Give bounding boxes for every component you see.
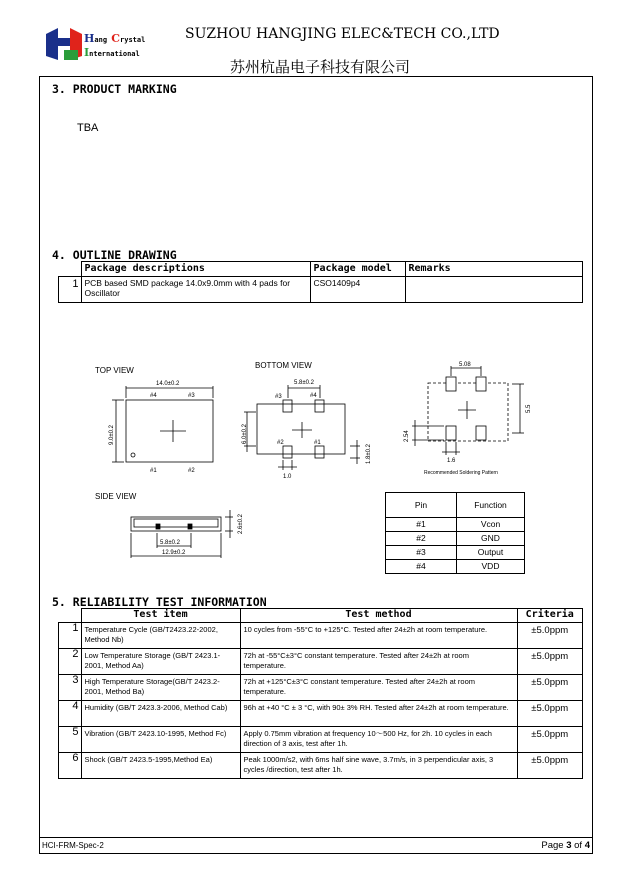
footer-page bbox=[541, 840, 590, 851]
rel-row-method: 96h at +40 °C ± 3 °C, with 90± 3% RH. Tested after 24±2h at room temperature. bbox=[240, 701, 517, 727]
reliability-table bbox=[58, 608, 583, 779]
pin-col-function: Function bbox=[457, 493, 525, 518]
rel-row-criteria: ±5.0ppm bbox=[517, 623, 583, 649]
drawing-label: #3 bbox=[275, 394, 282, 400]
rel-row-criteria: ±5.0ppm bbox=[517, 753, 583, 779]
section3-content: TBA bbox=[77, 122, 99, 134]
rel-row-criteria: ±5.0ppm bbox=[517, 727, 583, 753]
rel-row-no: 5 bbox=[59, 727, 82, 753]
side-total-dim: 12.9±0.2 bbox=[162, 550, 186, 556]
page-prefix: Page bbox=[541, 840, 564, 851]
pin-table bbox=[385, 492, 525, 574]
rel-row-method: 10 cycles from -55°C to +125°C. Tested after 24±2h at room temperature. bbox=[240, 623, 517, 649]
bottom-width-dim: 5.8±0.2 bbox=[294, 380, 314, 386]
bottom-padh-dim: 1.8±0.2 bbox=[366, 444, 372, 464]
rel-row-no: 4 bbox=[59, 701, 82, 727]
solder-bottom-dim: 1.6 bbox=[447, 458, 456, 464]
page-total: 4 bbox=[584, 840, 590, 851]
logo-i: I bbox=[84, 46, 90, 59]
top-height-dim: 9.0±0.2 bbox=[109, 425, 115, 445]
top-pad4: #4 bbox=[150, 393, 157, 399]
rel-row-no: 2 bbox=[59, 649, 82, 675]
solder-caption: Recommended Soldering Pattern bbox=[424, 470, 498, 476]
rel-row-item: Humidity (GB/T 2423.3-2006, Method Cab) bbox=[81, 701, 240, 727]
solder-right-dim: 5.5 bbox=[526, 404, 532, 413]
rel-col-item: Test item bbox=[81, 609, 240, 623]
page-of: of bbox=[574, 840, 583, 851]
pin-col-pin: Pin bbox=[386, 493, 457, 518]
package-col-model: Package model bbox=[310, 262, 405, 277]
rel-row-method: 72h at -55°C±3°C constant temperature. Tested after 24±2h at room temperature. bbox=[240, 649, 517, 675]
package-col-remarks: Remarks bbox=[405, 262, 583, 277]
package-row-desc: PCB based SMD package 14.0x9.0mm with 4 pads for Oscillator bbox=[81, 277, 310, 303]
top-pad3: #3 bbox=[188, 393, 195, 399]
bottom-view-label: BOTTOM VIEW bbox=[255, 361, 312, 370]
rel-row-method: Apply 0.75mm vibration at frequency 10～500 Hz, for 2h. 10 cycles in each direction of 3 axis, test after 1h. bbox=[240, 727, 517, 753]
bottom-view-body bbox=[257, 404, 345, 454]
rel-row-method: 72h at +125°C±3°C constant temperature. Tested after 24±2h at room temperature. bbox=[240, 675, 517, 701]
pin-row-func: GND bbox=[457, 532, 525, 546]
rel-row-criteria: ±5.0ppm bbox=[517, 675, 583, 701]
rel-row-method: Peak 1000m/s2, with 6ms half sine wave, 3.7m/s, in 3 perpendicular axis, 3 cycles /direction, test after 1h. bbox=[240, 753, 517, 779]
pin-row-pin: #1 bbox=[386, 518, 457, 532]
company-name-cn: 苏州杭晶电子科技有限公司 bbox=[230, 58, 411, 76]
logo-text-2: rystal bbox=[120, 36, 146, 44]
rel-row-item: Shock (GB/T 2423.5-1995,Method Ea) bbox=[81, 753, 240, 779]
side-view-label: SIDE VIEW bbox=[95, 492, 137, 501]
rel-row-item: Temperature Cycle (GB/T2423.22-2002, Method Nb) bbox=[81, 623, 240, 649]
pin-row-pin: #3 bbox=[386, 546, 457, 560]
package-row-model: CSO1409p4 bbox=[310, 277, 405, 303]
package-row-no: 1 bbox=[59, 277, 82, 303]
company-name-en: SUZHOU HANGJING ELEC&TECH CO.,LTD bbox=[185, 26, 500, 42]
top-pad1: #1 bbox=[150, 468, 157, 474]
rel-col-method: Test method bbox=[240, 609, 517, 623]
drawing-label: #2 bbox=[277, 440, 284, 446]
section5-title: 5. RELIABILITY TEST INFORMATION bbox=[52, 595, 267, 609]
logo-text-3: nternational bbox=[89, 50, 140, 58]
logo-h: H bbox=[84, 32, 95, 45]
pin-row-func: Vcon bbox=[457, 518, 525, 532]
rel-row-criteria: ±5.0ppm bbox=[517, 649, 583, 675]
solder-top-dim: 5.08 bbox=[459, 362, 471, 368]
page-number: 3 bbox=[566, 840, 572, 851]
side-inner-dim: 5.8±0.2 bbox=[160, 540, 180, 546]
rel-row-item: High Temperature Storage(GB/T 2423.2-2001, Method Ba) bbox=[81, 675, 240, 701]
pin-row-func: VDD bbox=[457, 560, 525, 574]
pin-row-pin: #2 bbox=[386, 532, 457, 546]
top-view-label: TOP VIEW bbox=[95, 366, 134, 375]
drawing-label: #4 bbox=[310, 393, 317, 399]
drawing-label: #1 bbox=[314, 440, 321, 446]
footer-rule bbox=[39, 837, 593, 838]
side-height-dim: 2.6±0.2 bbox=[238, 514, 244, 534]
bottom-padw-dim: 1.0 bbox=[283, 474, 292, 480]
page-bottom-rule bbox=[39, 853, 593, 854]
pin-row-func: Output bbox=[457, 546, 525, 560]
package-col-desc: Package descriptions bbox=[81, 262, 310, 277]
top-pad2: #2 bbox=[188, 468, 195, 474]
pin-row-pin: #4 bbox=[386, 560, 457, 574]
solder-left-dim: 2.54 bbox=[404, 430, 410, 442]
solder-outline bbox=[428, 383, 508, 441]
rel-row-no: 6 bbox=[59, 753, 82, 779]
section3-title: 3. PRODUCT MARKING bbox=[52, 82, 177, 96]
top-width-dim: 14.0±0.2 bbox=[156, 381, 180, 387]
footer-doc-id: HCI-FRM-Spec-2 bbox=[42, 841, 104, 850]
rel-row-item: Low Temperature Storage (GB/T 2423.1-2001, Method Aa) bbox=[81, 649, 240, 675]
rel-col-criteria: Criteria bbox=[517, 609, 583, 623]
rel-row-item: Vibration (GB/T 2423.10-1995, Method Fc) bbox=[81, 727, 240, 753]
rel-row-criteria: ±5.0ppm bbox=[517, 701, 583, 727]
logo-c: C bbox=[111, 32, 121, 45]
logo-text-1: ang bbox=[94, 36, 112, 44]
section4-title: 4. OUTLINE DRAWING bbox=[52, 248, 177, 262]
rel-row-no: 3 bbox=[59, 675, 82, 701]
rel-row-no: 1 bbox=[59, 623, 82, 649]
bottom-height-dim: 6.0±0.2 bbox=[242, 424, 248, 444]
